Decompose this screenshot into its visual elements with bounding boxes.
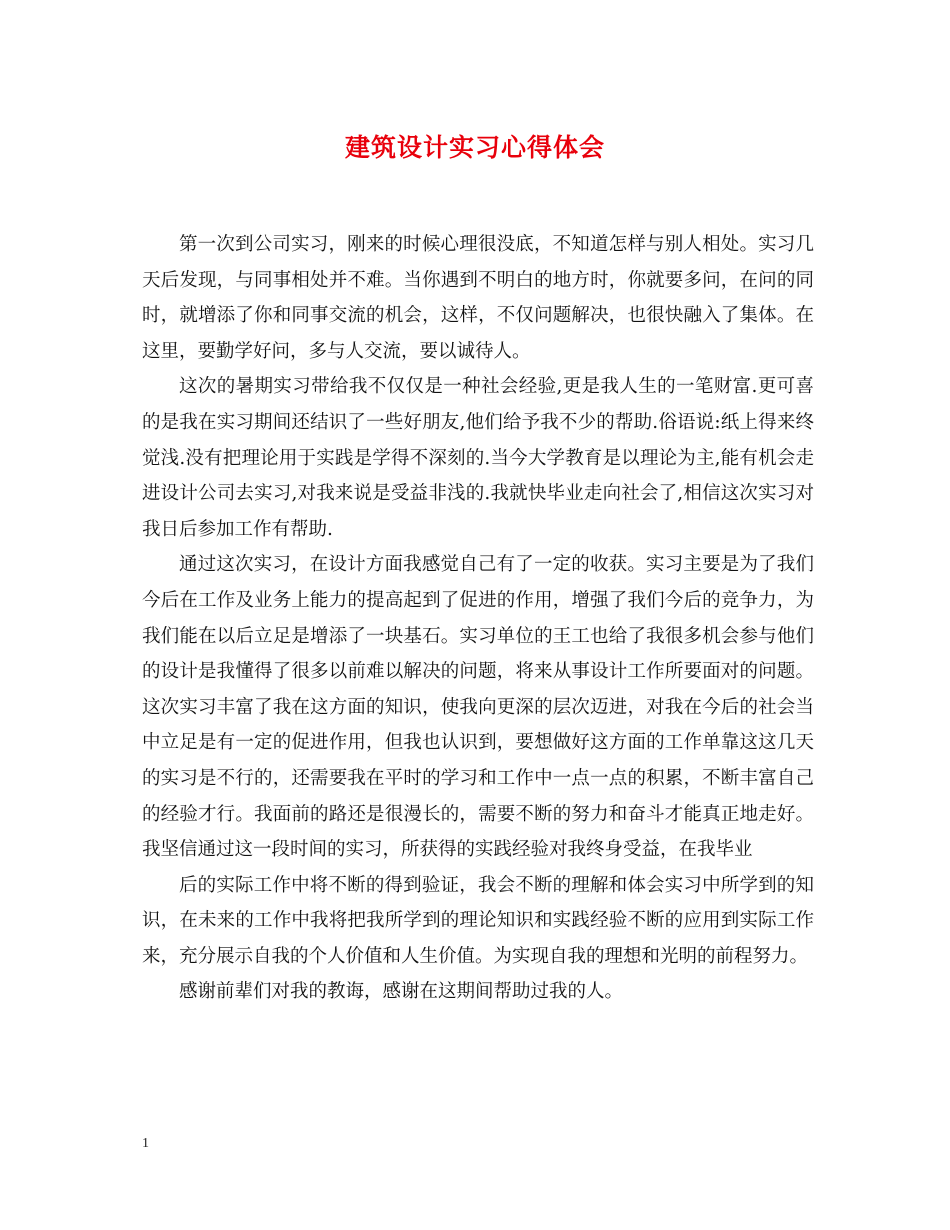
- paragraph-1: 第一次到公司实习，刚来的时候心理很没底，不知道怎样与别人相处。实习几天后发现，与同事相处并不难。当你遇到不明白的地方时，你就要多问，在问的同时，就增添了你和同事交流的机会，这样，不仅问题解决，也很快融入了集体。在这里，要勤学好问，多与人交流，要以诚待人。: [142, 234, 814, 362]
- paragraph-5: 感谢前辈们对我的教诲，感谢在这期间帮助过我的人。: [179, 981, 624, 1003]
- paragraph-3: 通过这次实习，在设计方面我感觉自己有了一定的收获。实习主要是为了我们今后在工作及业务上能力的提高起到了促进的作用，增强了我们今后的竞争力，为我们能在以后立足是增添了一块基石。实习单位的王工也给了我很多机会参与他们的设计是我懂得了很多以前难以解决的问题，将来从事设计工作所要面对的问题。这次实习丰富了我在这方面的知识，使我向更深的层次迈进，对我在今后的社会当中立足是有一定的促进作用，但我也认识到，要想做好这方面的工作单靠这这几天的实习是不行的，还需要我在平时的学习和工作中一点一点的积累，不断丰富自己的经验才行。我面前的路还是很漫长的，需要不断的努力和奋斗才能真正地走好。我坚信通过这一段时间的实习，所获得的实践经验对我终身受益，在我毕业: [142, 554, 814, 861]
- document-body: [142, 227, 814, 1010]
- page-number: 1: [142, 1136, 149, 1151]
- paragraph-4: 后的实际工作中将不断的得到验证，我会不断的理解和体会实习中所学到的知识，在未来的工作中我将把我所学到的理论知识和实践经验不断的应用到实际工作来，充分展示自我的个人价值和人生价值。为实现自我的理想和光明的前程努力。: [142, 874, 814, 967]
- paragraph-2: 这次的暑期实习带给我不仅仅是一种社会经验,更是我人生的一笔财富.更可喜的是我在实习期间还结识了一些好朋友,他们给予我不少的帮助.俗语说:纸上得来终觉浅.没有把理论用于实践是学得不深刻的.当今大学教育是以理论为主,能有机会走进设计公司去实习,对我来说是受益非浅的.我就快毕业走向社会了,相信这次实习对我日后参加工作有帮助.: [142, 376, 814, 540]
- document-title: 建筑设计实习心得体会: [344, 133, 605, 162]
